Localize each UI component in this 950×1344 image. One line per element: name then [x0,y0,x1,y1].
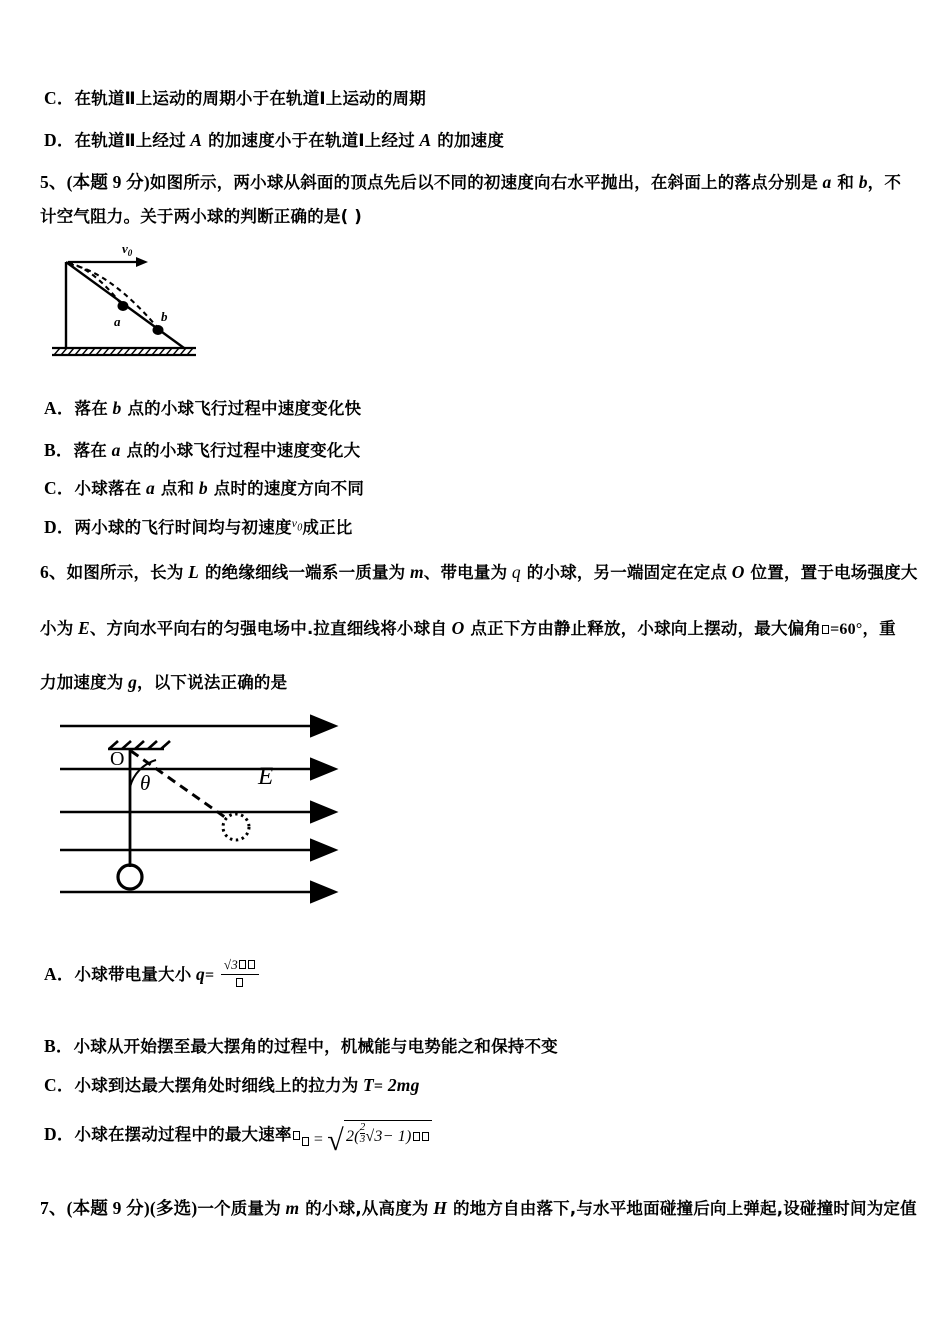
q6-option-c-var-T: T [363,1075,374,1095]
missing-glyph-den-1 [236,978,243,987]
q6-stem-l2-p4: ，重 [862,619,896,638]
q6-var-O: O [731,562,745,582]
missing-glyph-f2 [422,1132,429,1141]
incline-projectile-figure [44,236,214,364]
q5-option-c-label: C． [44,478,75,498]
q6-stem-line2 [40,618,896,639]
q5-stem-var-a: a [822,172,832,192]
q6-option-c-label: C． [44,1075,75,1095]
q6-option-a-var-q: q [196,963,205,984]
nested-num: 2 [359,1121,366,1133]
q5-option-b [44,440,360,461]
v0-label: $v_0$ [122,241,133,258]
q6-stem-l2-p1: 小为 [40,619,74,638]
missing-glyph-theta [822,625,829,634]
q6-stem-l1-p4: 的小球，另一端固定在定点 [526,563,728,582]
q5-stem-line1 [40,172,901,193]
q6-option-b-label: B． [44,1036,74,1056]
q5-option-d-sup-sub: 0 [297,522,303,534]
q6-option-a-text: 小球带电量大小 [74,964,192,984]
q7-multi-tag: (多选) [149,1198,198,1218]
radicand [344,1120,432,1146]
q6-stem-l1-p2: 的绝缘细线一端系一质量为 [204,563,406,582]
field-lines [60,726,310,892]
q6-option-a-fraction [221,958,259,991]
q7-p3: 的地方自由落下,与水平地面碰撞后向上弹起,设碰撞时间为定值 [452,1199,917,1218]
q6-number: 6、 [40,562,67,582]
q5-option-c-var2: b [198,478,208,498]
q5-option-c-var: a [145,478,155,498]
q5-option-d-post: 成正比 [302,518,353,537]
v0-arrow [68,257,148,267]
label-a: a [114,314,121,329]
ball-at-rest [118,865,142,889]
q5-option-b-post: 点的小球飞行过程中速度变化大 [126,441,361,460]
missing-glyph-num-2 [248,960,255,969]
uniform-field-pendulum-svg [52,712,352,917]
q6-option-a-label: A． [44,963,75,984]
q6-option-d [44,1120,432,1157]
q4-option-c-text: 在轨道Ⅱ上运动的周期小于在轨道Ⅰ上运动的周期 [74,89,426,108]
q6-var-L: L [188,562,200,582]
fraction-denominator [221,975,259,991]
radical-sign: √ [327,1124,344,1157]
sqrt3-numerator: √3 [223,957,238,972]
q7-number: 7、 [40,1198,67,1218]
missing-glyph-num-1 [239,960,246,969]
q6-stem-line3 [40,672,287,693]
q7-p2: 的小球,从高度为 [305,1199,429,1218]
q5-option-a-post: 点的小球飞行过程中速度变化快 [127,399,362,418]
q6-var-O2: O [451,618,465,638]
formula-coefficient: 2( [345,1128,360,1145]
q6-stem-l3-p1: 力加速度为 [40,673,124,692]
missing-glyph-f1 [413,1132,420,1141]
q4-option-c [44,88,426,109]
label-b: b [161,309,168,324]
q6-var-m: m [409,562,424,582]
q7-var-m: m [285,1198,300,1218]
q6-stem-l3-p2: ，以下说法正确的是 [137,673,288,692]
q6-stem-l1-p3: 、带电量为 [423,563,508,582]
q4-option-d-text-2: 的加速度小于在轨道Ⅰ上经过 [208,131,415,150]
q5-stem-a: 如图所示，两小球从斜面的顶点先后以不同的初速度向右水平抛出，在斜面上的落点分别是 [149,173,818,192]
q7-var-H: H [433,1198,447,1218]
q5-option-d-sup-var: v [291,516,298,530]
q5-option-b-pre: 落在 [73,441,107,460]
formula-tail: − 1) [382,1128,412,1145]
q5-option-a-label: A． [44,398,75,418]
nested-den: 3 [359,1133,366,1145]
q5-option-b-label: B． [44,440,74,460]
field-E-label: E [258,763,274,790]
fraction-numerator [221,958,259,975]
q5-score-tag: (本题 9 分) [66,172,150,192]
q7-score-tag: (本题 9 分) [66,1198,150,1218]
ball-b [153,325,164,335]
q6-option-c-pre: 小球到达最大摆角处时细线上的拉力为 [74,1076,359,1095]
incline-projectile-svg [44,236,214,364]
q5-stem-line2-text: 计空气阻力。关于两小球的判断正确的是( ) [40,207,363,226]
q6-stem-l2-p3: 点正下方由静止释放，小球向上摆动，最大偏角 [470,619,822,638]
ball-at-max-angle [223,814,249,840]
q6-option-d-label: D． [44,1124,75,1144]
q6-stem-line1 [40,562,918,583]
q6-option-d-formula [292,1120,432,1157]
q6-var-q: q [511,562,521,582]
q5-stem-b: 和 [837,173,855,192]
q5-option-a [44,398,361,419]
q6-var-E: E [77,618,90,638]
q5-option-b-var: a [111,440,121,460]
q6-angle-value: =60° [830,621,863,638]
point-O-label: O [110,748,125,770]
q5-option-c-post: 点时的速度方向不同 [213,479,365,498]
q6-stem-l1-p5: 位置，置于电场强度大 [750,563,918,582]
q5-option-a-pre: 落在 [74,399,108,418]
q6-option-c-value: 2mg [387,1075,420,1095]
q6-option-b [44,1036,558,1057]
q6-stem-l1-p1: 如图所示，长为 [66,563,184,582]
q4-option-d-var-a1: A [190,130,203,150]
missing-glyph-v [293,1131,300,1140]
q5-option-d-sup [291,516,303,534]
q5-option-c-mid: 点和 [160,479,195,498]
q5-option-d [44,516,353,538]
ground-surface [52,348,196,355]
theta-label: θ [140,771,151,795]
q4-option-d-label: D． [44,130,75,150]
q5-option-c-pre: 小球落在 [74,479,142,498]
q6-option-d-eq: = [313,1131,324,1148]
q6-option-b-text: 小球从开始摆至最大摆角的过程中，机械能与电势能之和保持不变 [73,1037,558,1056]
q5-stem-c: ，不 [867,173,902,192]
ball-a [118,301,129,311]
q6-option-a-eq: = [204,966,215,984]
q4-option-c-label: C． [44,88,75,108]
q6-var-g: g [128,672,138,692]
uniform-field-pendulum-figure [52,712,352,917]
q6-option-a [44,958,261,991]
q6-option-c [44,1075,420,1096]
q7-stem [40,1198,917,1219]
q5-option-d-pre: 两小球的飞行时间均与初速度 [74,518,292,537]
q6-option-c-eq: = [373,1078,384,1095]
q5-option-d-label: D． [44,517,75,537]
q5-option-a-var: b [112,398,122,418]
q5-number: 5、 [40,172,67,192]
q4-option-d-var-a2: A [419,130,432,150]
formula-sqrt3: √3 [365,1128,383,1145]
q5-option-c [44,478,364,499]
q5-stem-line2 [40,206,362,227]
q4-option-d-text-1: 在轨道Ⅱ上经过 [74,131,186,150]
q5-stem-var-b: b [858,172,868,192]
q7-p1: 一个质量为 [197,1199,281,1218]
q6-stem-l2-p2: 、方向水平向右的匀强电场中.拉直细线将小球自 [89,619,448,638]
missing-glyph-v-sub [302,1137,309,1146]
q4-option-d-text-3: 的加速度 [437,131,505,150]
q4-option-d [44,130,504,151]
q6-option-d-pre: 小球在摆动过程中的最大速率 [74,1125,292,1144]
